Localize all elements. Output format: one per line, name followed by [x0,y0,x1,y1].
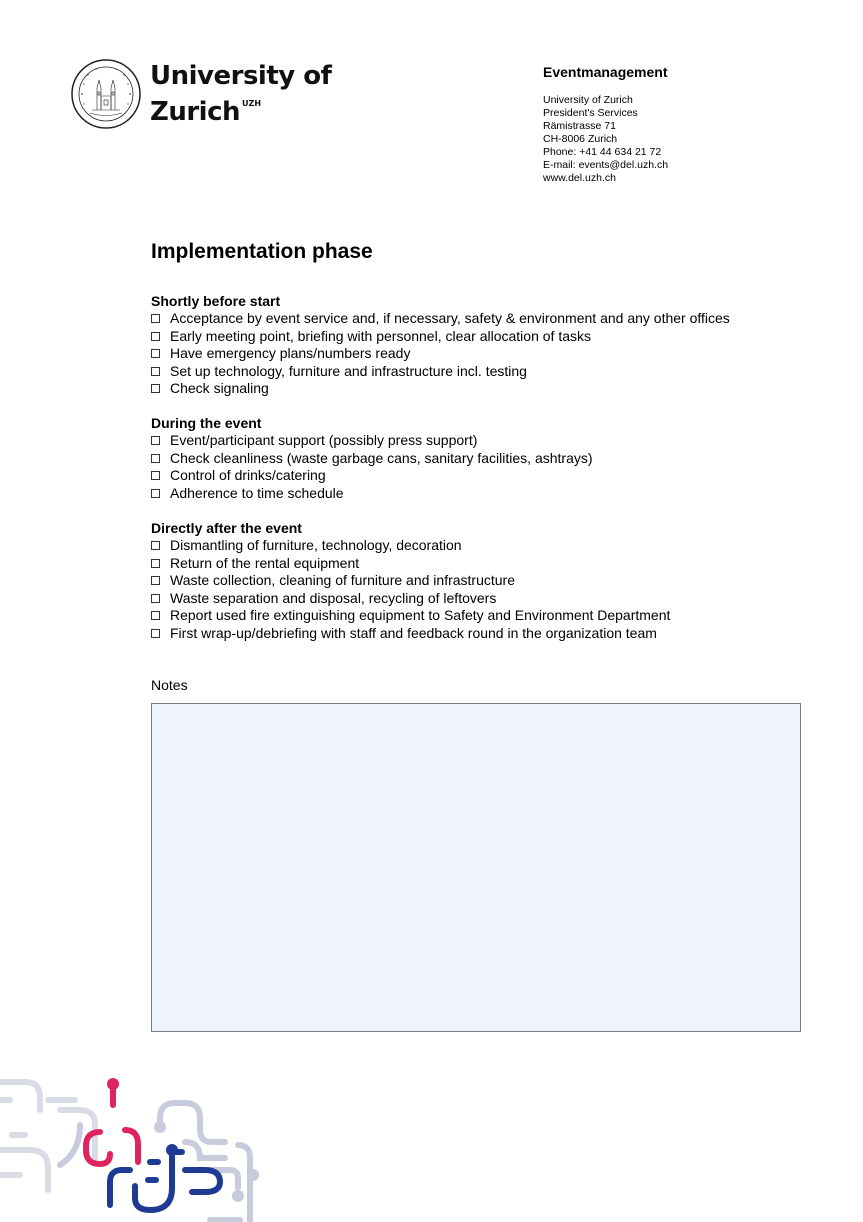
checklist-item [151,328,730,346]
checklist-label: Set up technology, furniture and infrastructure incl. testing [170,362,527,379]
checkbox[interactable] [151,611,160,620]
wordmark-zurich: Zurich [150,97,241,127]
address-block [543,64,668,185]
university-wordmark [150,62,331,126]
checklist-label: Control of drinks/catering [170,467,326,483]
checklist-label: Report used fire extinguishing equipment to Safety and Environment Department [170,607,671,623]
wordmark-line2 [150,90,331,126]
checkbox[interactable] [151,629,160,638]
checkbox[interactable] [151,332,160,341]
checklist-label: Check signaling [170,380,269,396]
section-directly-after-the-event [151,520,670,642]
checklist-item [151,607,670,625]
checklist-item [151,555,670,573]
checklist-item [151,537,670,555]
checklist-item [151,363,730,381]
checklist-item [151,572,670,590]
checklist-item [151,345,730,363]
address-line: University of Zurich [543,94,633,106]
checklist-label: Waste separation and disposal, recycling of leftovers [170,589,497,606]
checklist-item [151,625,670,643]
checklist-item [151,310,730,328]
address-line: President's Services [543,107,638,119]
checkbox[interactable] [151,367,160,376]
checkbox[interactable] [151,349,160,358]
university-seal-icon [70,58,142,130]
address-website[interactable]: www.del.uzh.ch [543,172,616,184]
decorative-circuit-pattern [0,1070,290,1222]
checklist-item [151,450,593,468]
checkbox[interactable] [151,576,160,585]
checklist-label: Event/participant support (possibly press support) [170,432,478,448]
wordmark-line1: University of [150,61,332,91]
address-title: Eventmanagement [543,64,668,80]
checklist-label: Check cleanliness (waste garbage cans, sanitary facilities, ashtrays) [170,449,593,466]
address-phone: Phone: +41 44 634 21 72 [543,146,662,158]
checklist-label: Waste collection, cleaning of furniture and infrastructure [170,572,515,588]
checkbox[interactable] [151,489,160,498]
section-during-the-event [151,415,593,502]
checklist-label: First wrap-up/debriefing with staff and feedback round in the organization team [170,624,657,641]
page-title: Implementation phase [151,240,373,263]
section-heading: Shortly before start [151,293,281,309]
checklist-item [151,380,730,398]
checklist-label: Early meeting point, briefing with personnel, clear allocation of tasks [170,327,591,344]
checklist-item [151,485,593,503]
checkbox[interactable] [151,314,160,323]
checklist-item [151,590,670,608]
university-logo [70,58,331,130]
address-email[interactable]: E-mail: events@del.uzh.ch [543,159,669,171]
checkbox[interactable] [151,541,160,550]
checklist-label: Acceptance by event service and, if necessary, safety & environment and any other offices [170,310,730,326]
checklist-label: Adherence to time schedule [170,484,344,501]
checkbox[interactable] [151,471,160,480]
checklist-item [151,432,593,450]
checkbox[interactable] [151,436,160,445]
checkbox[interactable] [151,594,160,603]
checkbox[interactable] [151,559,160,568]
checkbox[interactable] [151,384,160,393]
wordmark-uzh: UZH [242,99,262,108]
address-line: Rämistrasse 71 [543,120,616,132]
address-line: CH-8006 Zurich [543,133,618,145]
checklist-label: Dismantling of furniture, technology, decoration [170,537,462,553]
section-shortly-before-start [151,293,730,398]
notes-field[interactable] [151,703,801,1032]
checklist-label: Return of the rental equipment [170,554,360,571]
checklist-item [151,467,593,485]
notes-label: Notes [151,677,188,693]
section-heading: During the event [151,415,262,431]
checklist-label: Have emergency plans/numbers ready [170,345,411,361]
checkbox[interactable] [151,454,160,463]
section-heading: Directly after the event [151,520,302,536]
